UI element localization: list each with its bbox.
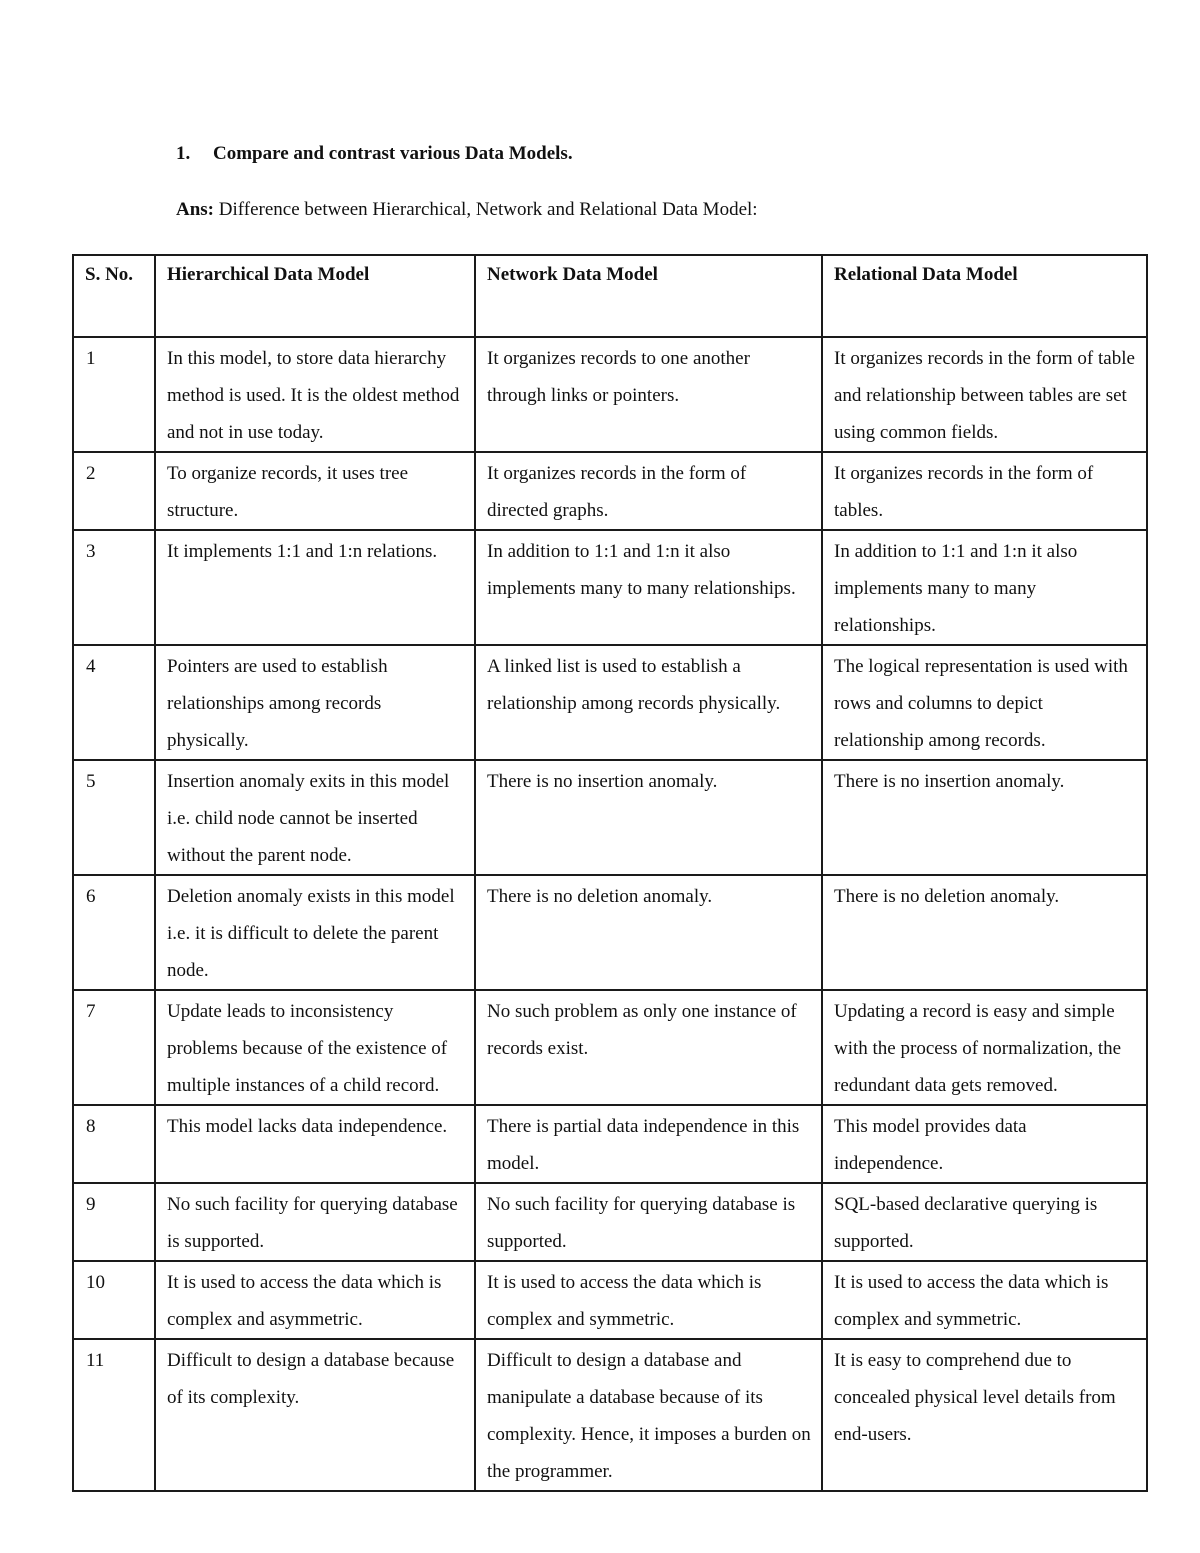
- table-row: [73, 1183, 1147, 1261]
- table-row: [73, 1261, 1147, 1339]
- cell-relational: In addition to 1:1 and 1:n it also implements many to many relationships.: [822, 530, 1147, 645]
- header-relational: Relational Data Model: [822, 255, 1147, 337]
- header-hierarchical: Hierarchical Data Model: [155, 255, 475, 337]
- table-header-row: [73, 255, 1147, 337]
- cell-sno: 8: [73, 1105, 155, 1183]
- cell-sno: 5: [73, 760, 155, 875]
- question-number: 1.: [176, 143, 191, 164]
- cell-sno: 6: [73, 875, 155, 990]
- answer-intro: [176, 199, 758, 221]
- cell-network: A linked list is used to establish a relationship among records physically.: [475, 645, 822, 760]
- cell-sno: 11: [73, 1339, 155, 1491]
- table-row: [73, 645, 1147, 760]
- answer-label: Ans:: [176, 199, 215, 220]
- table-row: [73, 1339, 1147, 1491]
- cell-hierarchical: No such facility for querying database is supported.: [155, 1183, 475, 1261]
- data-models-comparison-table: [72, 254, 1148, 1492]
- cell-hierarchical: It is used to access the data which is complex and asymmetric.: [155, 1261, 475, 1339]
- cell-relational: It organizes records in the form of table and relationship between tables are set using common fields.: [822, 337, 1147, 452]
- cell-hierarchical: Pointers are used to establish relationships among records physically.: [155, 645, 475, 760]
- cell-hierarchical: Insertion anomaly exits in this model i.e. child node cannot be inserted without the parent node.: [155, 760, 475, 875]
- cell-network: It is used to access the data which is complex and symmetric.: [475, 1261, 822, 1339]
- cell-relational: This model provides data independence.: [822, 1105, 1147, 1183]
- cell-relational: SQL-based declarative querying is supported.: [822, 1183, 1147, 1261]
- cell-sno: 4: [73, 645, 155, 760]
- cell-relational: Updating a record is easy and simple with the process of normalization, the redundant data gets removed.: [822, 990, 1147, 1105]
- question-text: Compare and contrast various Data Models.: [213, 143, 573, 164]
- cell-relational: It is easy to comprehend due to concealed physical level details from end-users.: [822, 1339, 1147, 1491]
- table-row: [73, 760, 1147, 875]
- header-sno: S. No.: [73, 255, 155, 337]
- cell-sno: 10: [73, 1261, 155, 1339]
- table-row: [73, 452, 1147, 530]
- cell-hierarchical: Deletion anomaly exists in this model i.e. it is difficult to delete the parent node.: [155, 875, 475, 990]
- cell-relational: There is no deletion anomaly.: [822, 875, 1147, 990]
- cell-network: It organizes records in the form of directed graphs.: [475, 452, 822, 530]
- question-heading: [176, 143, 573, 165]
- cell-relational: It organizes records in the form of tables.: [822, 452, 1147, 530]
- table-row: [73, 1105, 1147, 1183]
- cell-sno: 1: [73, 337, 155, 452]
- cell-network: There is partial data independence in this model.: [475, 1105, 822, 1183]
- cell-sno: 7: [73, 990, 155, 1105]
- cell-network: There is no deletion anomaly.: [475, 875, 822, 990]
- cell-relational: The logical representation is used with rows and columns to depict relationship among records.: [822, 645, 1147, 760]
- cell-sno: 3: [73, 530, 155, 645]
- cell-hierarchical: Difficult to design a database because of its complexity.: [155, 1339, 475, 1491]
- cell-network: In addition to 1:1 and 1:n it also implements many to many relationships.: [475, 530, 822, 645]
- table-row: [73, 337, 1147, 452]
- cell-network: There is no insertion anomaly.: [475, 760, 822, 875]
- header-network: Network Data Model: [475, 255, 822, 337]
- cell-hierarchical: This model lacks data independence.: [155, 1105, 475, 1183]
- cell-sno: 2: [73, 452, 155, 530]
- cell-relational: There is no insertion anomaly.: [822, 760, 1147, 875]
- cell-hierarchical: Update leads to inconsistency problems because of the existence of multiple instances of a child record.: [155, 990, 475, 1105]
- cell-hierarchical: It implements 1:1 and 1:n relations.: [155, 530, 475, 645]
- cell-hierarchical: To organize records, it uses tree structure.: [155, 452, 475, 530]
- cell-sno: 9: [73, 1183, 155, 1261]
- table-row: [73, 530, 1147, 645]
- cell-hierarchical: In this model, to store data hierarchy method is used. It is the oldest method and not in use today.: [155, 337, 475, 452]
- cell-network: It organizes records to one another through links or pointers.: [475, 337, 822, 452]
- table-row: [73, 875, 1147, 990]
- cell-network: No such problem as only one instance of records exist.: [475, 990, 822, 1105]
- cell-network: Difficult to design a database and manipulate a database because of its complexity. Hence, it imposes a burden on the programmer.: [475, 1339, 822, 1491]
- table-row: [73, 990, 1147, 1105]
- cell-network: No such facility for querying database is supported.: [475, 1183, 822, 1261]
- answer-text: Difference between Hierarchical, Network and Relational Data Model:: [218, 199, 758, 220]
- cell-relational: It is used to access the data which is complex and symmetric.: [822, 1261, 1147, 1339]
